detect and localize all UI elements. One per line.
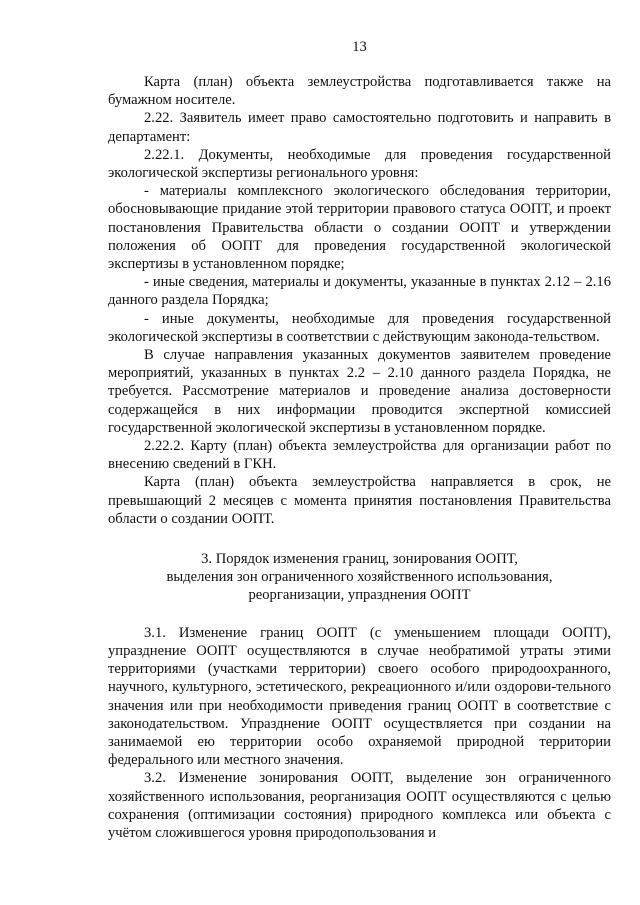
list-item: - иные документы, необходимые для проведения государственной экологической экспертизы в соответствии с действующим законода-тельством. [108,310,611,345]
document-body [108,73,611,842]
section-heading-line: выделения зон ограниченного хозяйственного использования, [166,569,553,586]
list-item: - материалы комплексного экологического обследования территории, обосновывающие придание этой территории правового статуса ООПТ, и проект постановления Правительства области о создании ООПТ и утверждении положения об ООПТ для проведения государственной экологической экспертизы в установленном порядке; [108,183,611,273]
page-number: 13 [352,39,367,55]
paragraph: Карта (план) объекта землеустройства подготавливается также на бумажном носителе. [108,74,611,109]
paragraph: 2.22. Заявитель имеет право самостоятельно подготовить и направить в департамент: [108,110,611,145]
paragraph: 2.22.1. Документы, необходимые для проведения государственной экологической экспертизы регионального уровня: [108,146,611,182]
section-heading-line: 3. Порядок изменения границ, зонирования ООПТ, [201,551,518,568]
section-heading [108,550,611,605]
paragraph: Карта (план) объекта землеустройства направляется в срок, не превышающий 2 месяцев с момента принятия постановления Правительства области о создании ООПТ. [108,474,611,527]
section-heading-line: реорганизации, упразднения ООПТ [248,587,471,604]
paragraph: В случае направления указанных документов заявителем проведение мероприятий, указанных в пунктах 2.2 – 2.10 данного раздела Порядка, не требуется. Рассмотрение материалов и проведение анализа достоверности содержащейся в них информации проводится экспертной комиссией государственной экологической экспертизы в установленном порядке. [108,347,611,436]
list-item: - иные сведения, материалы и документы, указанные в пунктах 2.12 – 2.16 данного раздела Порядка; [108,274,611,309]
paragraph: 3.1. Изменение границ ООПТ (с уменьшением площади ООПТ), упразднение ООПТ осуществляются в случае необратимой утраты этими территориями (участками территории) своего особого природоохранного, научного, культурного, эстетического, рекреационного и/или оздорови-тельного значения или при необходимости приведения границ ООПТ в соответствие с законодательством. Упразднение ООПТ осуществляется при создании на занимаемой ею территории особо охраняемой природной территории федерального или местного значения. [108,624,611,769]
paragraph: 3.2. Изменение зонирования ООПТ, выделение зон ограниченного хозяйственного использования, реорганизация ООПТ осуществляются с целью сохранения (оптимизации состояния) природного комплекса или объекта с учётом сложившегося уровня природопользования и [108,770,611,841]
paragraph: 2.22.2. Карту (план) объекта землеустройства для организации работ по внесению сведений в ГКН. [108,438,611,473]
